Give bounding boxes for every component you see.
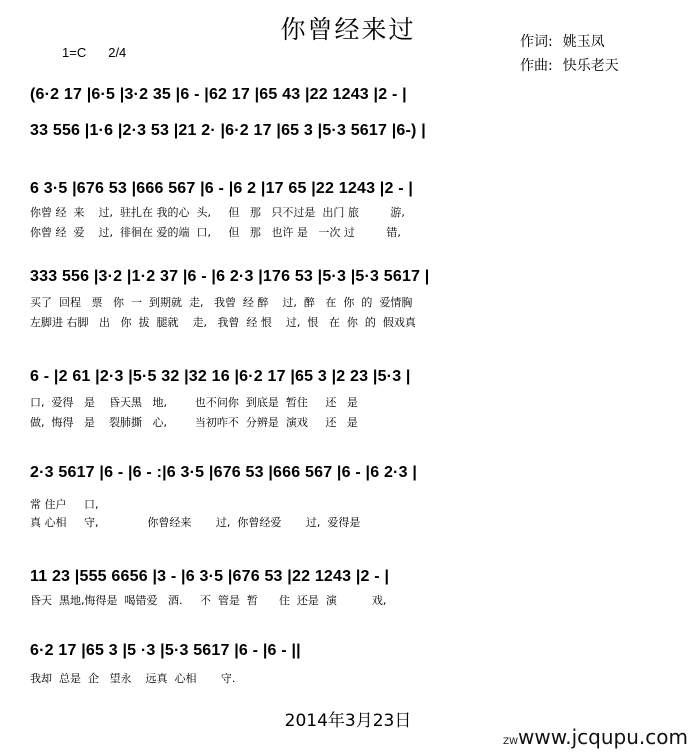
lyricist-name: 姚玉凤 xyxy=(562,34,605,50)
watermark-prefix: ZW xyxy=(502,737,519,747)
lyric-line-6-verse-2: 真 心相 守, 你曾经来 过, 你曾经爱 过, 爱得是 xyxy=(30,516,361,529)
lyric-line-4-verse-1: 买了 回程 票 你 一 到期就 走, 我曾 经 醉 过, 醉 在 你 的 爱情胸 xyxy=(30,296,413,309)
composer-name: 快乐老天 xyxy=(562,58,619,74)
lyric-line-3-verse-1: 你曾 经 来 过, 驻扎在 我的心 头, 但 那 只不过是 出门 旅 游, xyxy=(30,206,405,219)
notes-line-7: 11 23 |555 6656 |3 - |6 3·5 |676 53 |22 1243 |2 - | xyxy=(30,568,390,585)
notes-line-1: (6·2 17 |6·5 |3·2 35 |6 - |62 17 |65 43 |22 1243 |2 - | xyxy=(30,86,407,103)
lyric-line-5-verse-2: 做, 悔得 是 裂肺撕 心, 当初咋不 分辨是 演戏 还 是 xyxy=(30,416,358,429)
date-stamp: 2014年3月23日 xyxy=(284,711,412,731)
credits xyxy=(520,30,629,78)
key-signature xyxy=(62,45,148,60)
lyric-line-6-verse-1: 常 住户 口, xyxy=(30,498,99,511)
watermark-url: www.jcqupu.com xyxy=(518,725,688,749)
notes-line-4: 333 556 |3·2 |1·2 37 |6 - |6 2·3 |176 53 |5·3 |5·3 5617 | xyxy=(30,268,430,285)
lyric-line-3-verse-2: 你曾 经 爱 过, 徘徊在 爱的端 口, 但 那 也许 是 一次 过 错, xyxy=(30,226,401,239)
notes-line-8: 6·2 17 |65 3 |5 ·3 |5·3 5617 |6 - |6 - || xyxy=(30,642,301,659)
site-watermark xyxy=(503,725,688,749)
notes-line-6: 2·3 5617 |6 - |6 - :|6 3·5 |676 53 |666 567 |6 - |6 2·3 | xyxy=(30,464,417,481)
time-signature: 2/4 xyxy=(108,45,127,60)
key-value: 1=C xyxy=(62,45,87,60)
lyric-line-4-verse-2: 左脚进 右脚 出 你 拔 腿就 走, 我曾 经 恨 过, 恨 在 你 的 假戏真 xyxy=(30,316,416,329)
lyric-line-8: 我却 总是 企 望永 远真 心相 守. xyxy=(30,672,236,685)
notes-line-3: 6 3·5 |676 53 |666 567 |6 - |6 2 |17 65 |22 1243 |2 - | xyxy=(30,180,414,197)
notes-line-5: 6 - |2 61 |2·3 |5·5 32 |32 16 |6·2 17 |65 3 |2 23 |5·3 | xyxy=(30,368,411,385)
composer-row xyxy=(520,54,629,78)
composer-label: 作曲: xyxy=(520,58,553,74)
lyricist-label: 作词: xyxy=(520,34,553,50)
lyricist-row xyxy=(520,30,629,54)
lyric-line-7: 昏天 黑地,悔得是 喝错爱 酒. 不 管是 暂 住 还是 演 戏, xyxy=(30,594,387,607)
song-title: 你曾经来过 xyxy=(280,15,416,44)
notes-line-2: 33 556 |1·6 |2·3 53 |21 2· |6·2 17 |65 3 |5·3 5617 |6-) | xyxy=(30,122,426,139)
lyric-line-5-verse-1: 口, 爱得 是 昏天黑 地, 也不问你 到底是 暂住 还 是 xyxy=(30,396,358,409)
